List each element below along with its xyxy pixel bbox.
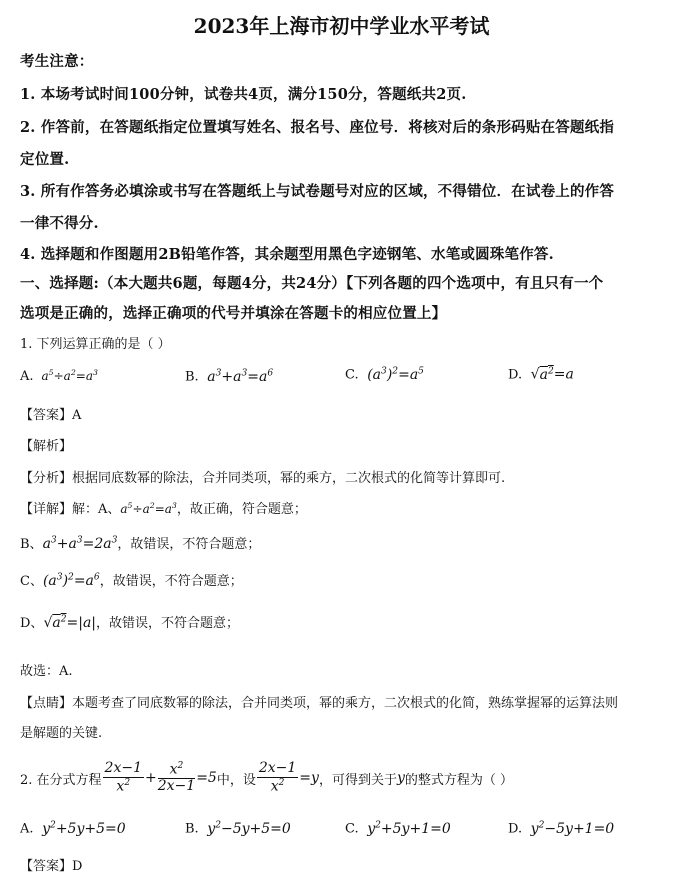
q1-detail-d: D、$√a^2=|a|$，故错误，不符合题意；	[20, 614, 240, 631]
q1-answer: 【答案】A	[20, 408, 82, 423]
q1-xiangjie: 【详解】解：A、$a^5\div a^2=a^3$，故正确，符合题意；	[20, 501, 307, 517]
q1-option-b: B. $a^3+a^3=a^6$	[185, 368, 274, 385]
notice-heading: 考生注意：	[20, 53, 94, 70]
notice-item-4: 4. 选择题和作图题用2B铅笔作答，其余题型用黑色字迹钢笔、水笔或圆珠笔作答.	[20, 246, 554, 263]
q1-dianjing: 【点睛】本题考查了同底数幂的除法，合并同类项，幂的乘方，二次根式的化简，熟练掌握幂的运算法则	[20, 696, 619, 711]
notice-item-2: 2. 作答前，在答题纸指定位置填写姓名、报名号、座位号．将核对后的条形码贴在答题纸指	[20, 119, 615, 136]
q1-stem: 1. 下列运算正确的是（ ）	[20, 337, 171, 352]
q1-jiexi: 【解析】	[20, 439, 73, 454]
notice-item-3: 3. 所有作答务必填涂或书写在答题纸上与试卷题号对应的区域，不得错位．在试卷上的作答	[20, 183, 615, 200]
page-title: 2023年上海市初中学业水平考试	[193, 14, 490, 38]
q1-option-c-formula: $(a^3)^2=a^5$	[362, 366, 424, 383]
q1-option-a: A. $a^5\div a^2=a^3$	[20, 368, 98, 384]
q1-option-b-formula: $a^3+a^3=a^6$	[202, 368, 274, 385]
q1-option-a-formula: $a^5\div a^2=a^3$	[37, 368, 98, 383]
q1-guxuan: 故选：A.	[20, 664, 73, 679]
q1-option-d: D. $√a^2=a$	[508, 366, 574, 383]
q2-option-a: A. $y^2+5y+5=0$	[20, 820, 126, 837]
q2-option-c: C. $y^2+5y+1=0$	[345, 820, 451, 837]
q2-stem: 2. 在分式方程 $\frac{2x-1}{x^2}$ + $\frac{x^2}{2x-1}$ =5 中，设 $\frac{2x-1}{x^2}$ =y ，可得到关于 y 的整式方程为（ ）	[20, 760, 514, 795]
q2-answer: 【答案】D	[20, 859, 83, 874]
section-heading-cont: 选项是正确的，选择正确项的代号并填涂在答题卡的相应位置上】	[20, 305, 447, 322]
notice-item-2-cont: 定位置.	[20, 151, 70, 168]
q1-fenxi: 【分析】根据同底数幂的除法，合并同类项，幂的乘方，二次根式的化简等计算即可.	[20, 471, 506, 486]
q1-option-c: C. $(a^3)^2=a^5$	[345, 366, 424, 383]
notice-item-1: 1. 本场考试时间100分钟，试卷共4页，满分150分，答题纸共2页.	[20, 86, 467, 103]
q1-detail-c: C、$(a^3)^2=a^6$，故错误，不符合题意；	[20, 572, 243, 589]
notice-item-3-cont: 一律不得分.	[20, 215, 99, 232]
q1-detail-b: B、$a^3+a^3=2a^3$，故错误，不符合题意；	[20, 535, 261, 552]
q1-dianjing-cont: 是解题的关键.	[20, 726, 103, 741]
section-heading: 一、选择题:（本大题共6题，每题4分，共24分）【下列各题的四个选项中，有且只有一个	[20, 275, 604, 292]
q2-option-b: B. $y^2-5y+5=0$	[185, 820, 291, 837]
q1-option-d-formula: $√a^2=a$	[526, 366, 574, 383]
q2-option-d: D. $y^2-5y+1=0$	[508, 820, 615, 837]
